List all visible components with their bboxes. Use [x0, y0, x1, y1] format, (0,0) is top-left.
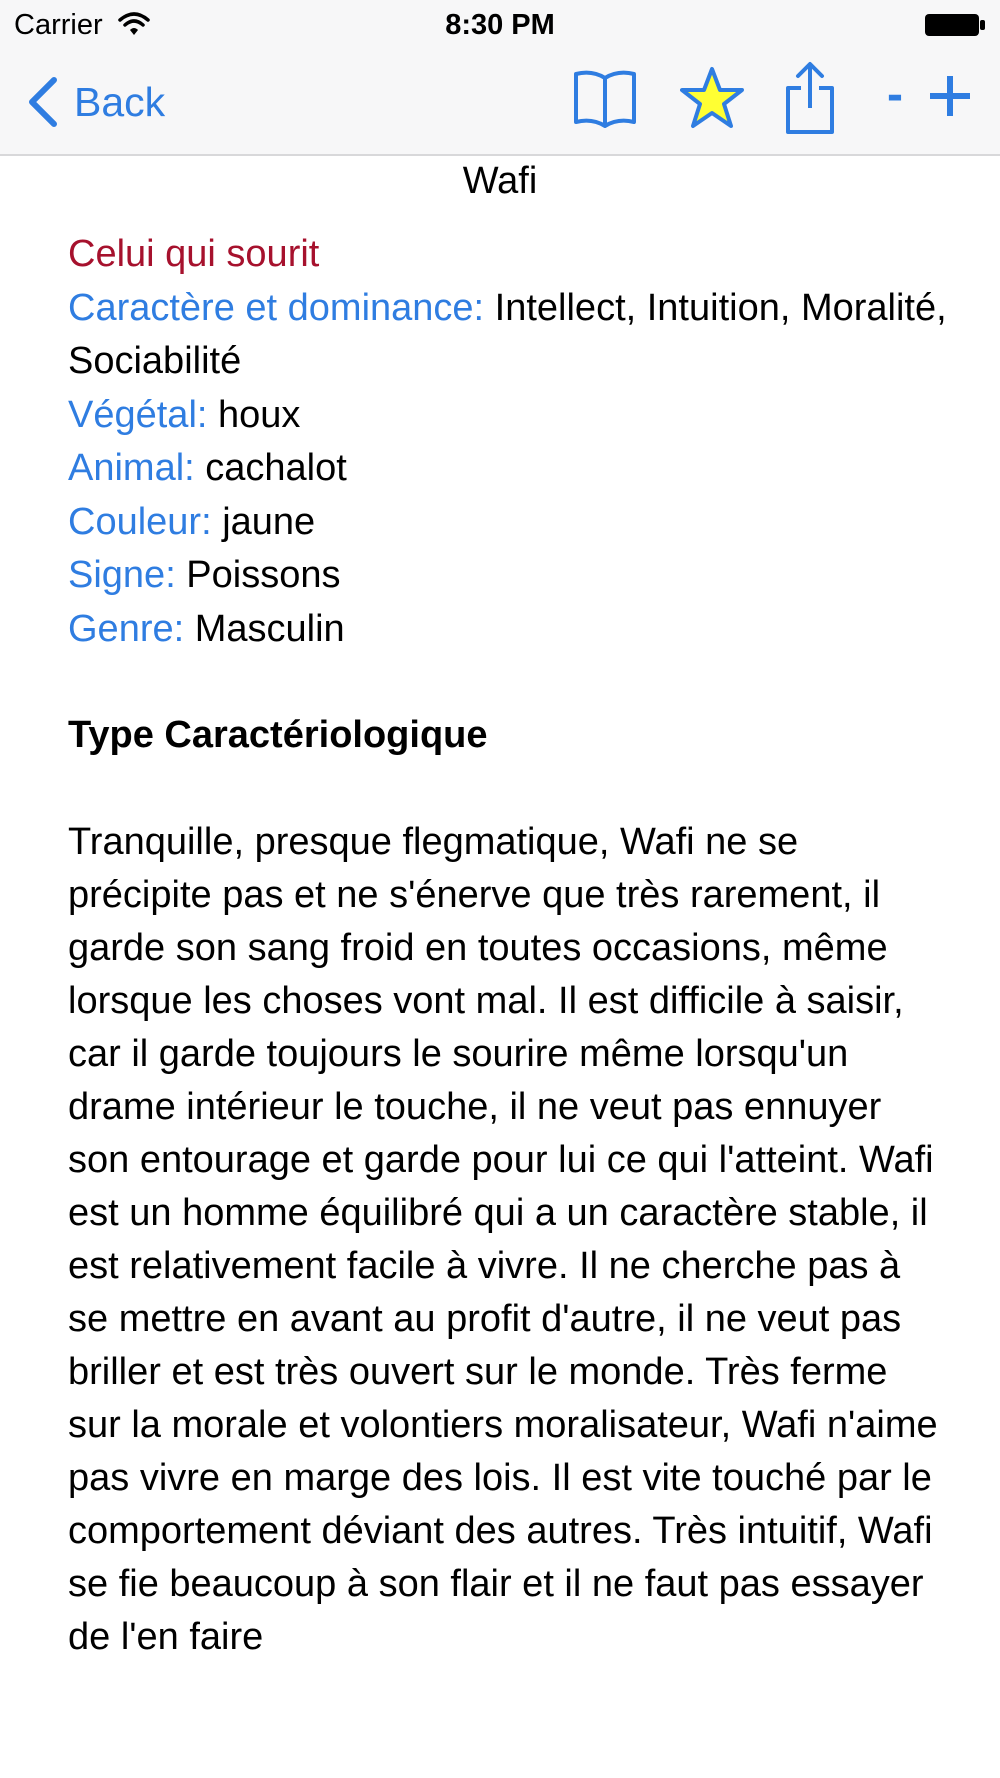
body-paragraph: Tranquille, presque flegmatique, Wafi ne se précipite pas et ne s'énerve que très rarement, il garde son sang froid en toutes occasions, même lorsque les choses vont mal. Il est difficile à saisir, car il garde toujours le sourire même lorsqu'un drame intérieur le touche, il ne veut pas ennuyer son entourage et garde pour lui ce qui l'atteint. Wafi est un homme équilibré qui a un caractère stable, il est relativement facile à vivre. Il ne cherche pas à se mettre en avant au profit d'autre, il ne veut pas briller et est très ouvert sur le monde. Très ferme sur la morale et volontiers moralisateur, Wafi n'aime pas vivre en marge des lois. Il est vite touché par le comportement déviant des autres. Très intuitif, Wafi se fie beaucoup à son flair et il ne faut pas essayer de l'en faire — [68, 820, 938, 1658]
zoom-out-button[interactable]: - — [887, 68, 903, 121]
attribute-row — [68, 282, 948, 389]
attribute-value: Intellect, Intuition, Moralité, Sociabilité — [68, 286, 947, 382]
attribute-value: houx — [207, 393, 301, 436]
name-meaning: Celui qui sourit — [68, 233, 320, 275]
attribute-value: jaune — [211, 500, 316, 543]
attribute-label: Végétal: — [68, 393, 208, 436]
page-title: Wafi — [462, 160, 538, 202]
attribute-label: Couleur: — [68, 500, 212, 543]
zoom-in-button[interactable] — [926, 68, 974, 124]
book-icon[interactable] — [572, 68, 638, 130]
attribute-value: cachalot — [194, 447, 347, 489]
battery-icon — [924, 12, 986, 38]
attribute-value: Poissons — [175, 554, 341, 596]
attribute-row — [68, 603, 948, 657]
attribute-row — [68, 496, 948, 550]
carrier-label: Carrier — [14, 9, 103, 41]
article-content — [68, 228, 948, 1664]
attribute-row — [68, 389, 948, 443]
attribute-label: Caractère et dominance: — [68, 286, 485, 329]
attribute-value: Masculin — [184, 607, 345, 650]
attribute-label: Animal: — [68, 447, 195, 489]
attribute-row — [68, 442, 948, 496]
bottom-edge — [0, 1752, 1000, 1778]
star-icon[interactable] — [680, 66, 744, 130]
attribute-label: Signe: — [68, 554, 176, 596]
back-label: Back — [74, 78, 166, 125]
chevron-left-icon — [26, 76, 60, 128]
navigation-bar — [0, 50, 1000, 156]
section-heading: Type Caractériologique — [68, 714, 488, 756]
attribute-row — [68, 549, 948, 603]
back-button[interactable] — [26, 74, 165, 130]
attribute-label: Genre: — [68, 607, 185, 650]
share-icon[interactable] — [784, 60, 836, 136]
status-bar — [0, 0, 1000, 50]
status-time: 8:30 PM — [445, 9, 555, 41]
